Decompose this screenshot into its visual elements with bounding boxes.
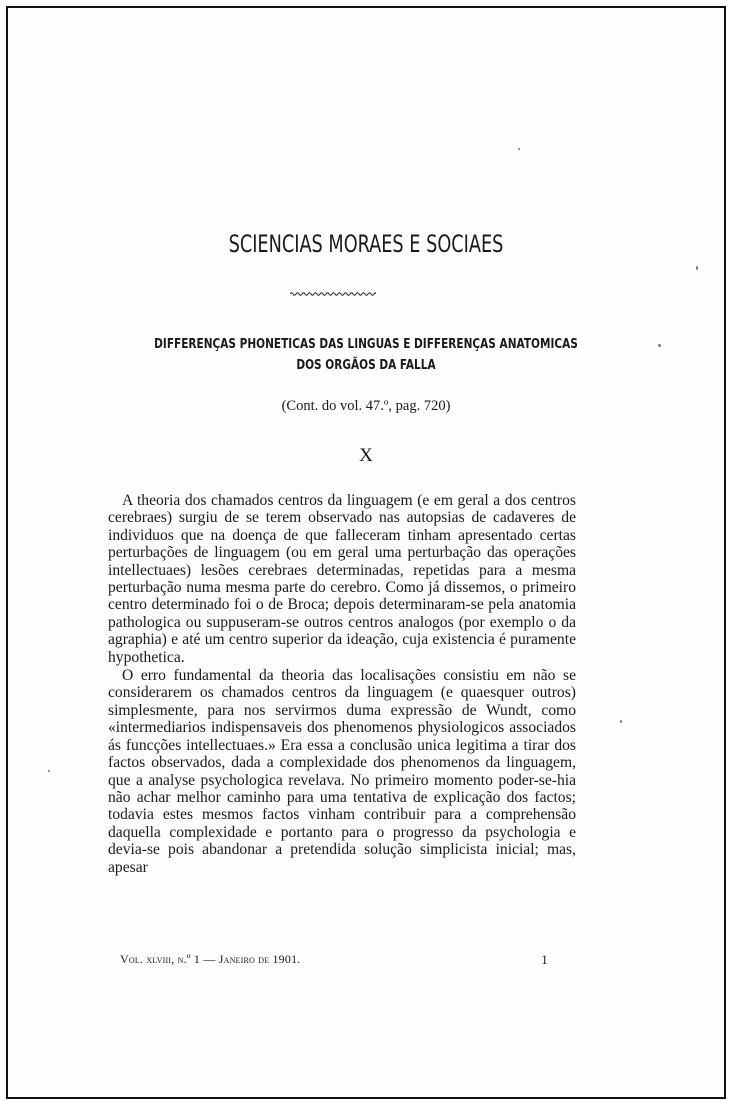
section-title: SCIENCIAS MORAES E SOCIAES — [228, 230, 504, 258]
paper-speck — [518, 148, 520, 150]
paper-speck — [48, 770, 50, 772]
page-footer — [120, 952, 548, 967]
paragraph-2: O erro fundamental da theoria das localisações consistiu em não se considerarem os chamados centros da linguagem (e quaesquer outros) simplesmente, para nos servirmos duma expressão de Wundt, como «intermediarios indispensaveis dos phenomenos physiologicos associados ás funcções intellectuaes.» Era essa a conclusão unica legitima a tirar dos factos observados, dada a complexidade dos phenomenos da linguagem, que a analyse psychologica revelava. No primeiro momento poder-se-hia não achar melhor caminho para uma tentativa de explicação dos factos; todavia estes mesmos factos vinham contribuir para a comprehensão daquella complexidade e portanto para o progresso da psychologia e devia-se pois abandonar a pretendida solução simplicista inicial; mas, apesar — [108, 667, 576, 876]
body-text — [108, 492, 576, 877]
continuation-note: (Cont. do vol. 47.º, pag. 720) — [281, 398, 451, 414]
volume-line: Vol. xlviii, n.º 1 — Janeiro de 1901. — [120, 952, 301, 966]
ornamental-rule — [290, 291, 376, 297]
paper-speck — [620, 720, 622, 723]
article-title-line-1: DIFFERENÇAS PHONETICAS DAS LINGUAS E DIFFERENÇAS ANATOMICAS — [154, 336, 578, 352]
paper-speck — [696, 266, 698, 270]
article-title-line-2: DOS ORGÃOS DA FALLA — [296, 357, 436, 373]
page-number: 1 — [541, 952, 548, 967]
chapter-numeral: X — [359, 445, 373, 466]
paper-speck — [658, 344, 661, 347]
scanned-page — [6, 6, 726, 1099]
article-title — [87, 334, 645, 376]
paragraph-1: A theoria dos chamados centros da linguagem (e em geral a dos centros cerebraes) surgiu de se terem observado nas autopsias de cadaveres de individuos que na doença de que falleceram tinham apresentado certas perturbações de linguagem (ou em geral uma perturbação das operações intellectuaes) lesões cerebraes determinadas, repetidas para a mesma perturbação numa mesma parte do cerebro. Como já dissemos, o primeiro centro determinado foi o de Broca; depois determinaram-se pela anatomia pathologica ou suppuseram-se outros centros analogos (por exemplo o da agraphia) e até um centro superior da ideação, cuja existencia é puramente hypothetica. — [108, 492, 576, 666]
